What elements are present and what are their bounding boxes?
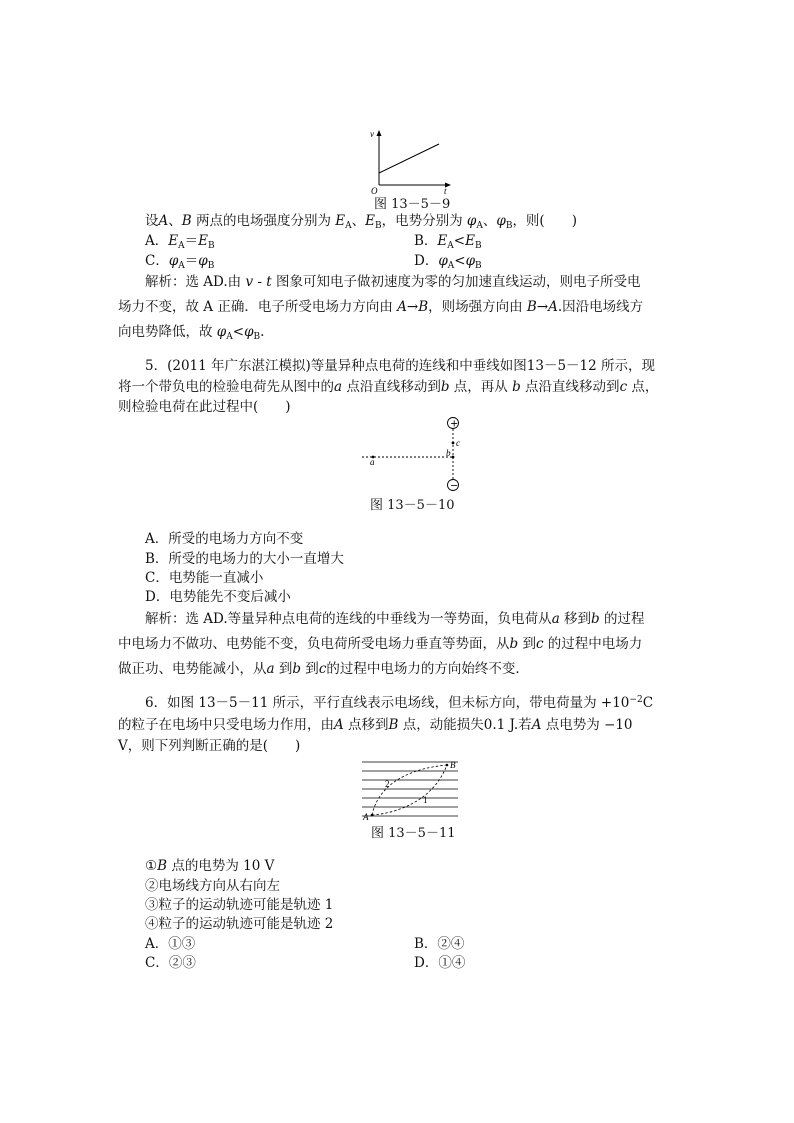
- point-b-label: B: [450, 760, 456, 770]
- q4-analysis-line2: 场力不变，故 A 正确．电子所受电场力方向由 A→B，则场强方向由 B→A.因沿电场线方: [118, 299, 644, 315]
- point-c-label: c: [456, 438, 460, 448]
- q5-analysis-line1: 解析：选 AD.等量异种点电荷的连线的中垂线为一等势面，负电荷从a 移到b 的过程: [145, 611, 645, 627]
- q6-stem-line1: 6．如图 13－5－11 所示，平行直线表示电场线，但未标方向，带电荷量为 $+10^{-2}C$: [145, 695, 654, 711]
- q5-option-a: A．所受的电场力方向不变: [145, 531, 304, 547]
- q6-option-c: C．②③: [145, 955, 196, 971]
- q5-stem-line2: 将一个带负电的检验电荷先从图中的a 点沿直线移动到b 点，再从 b 点沿直线移动到c 点，: [118, 379, 659, 395]
- q6-statement-4: ④粒子的运动轨迹可能是轨迹 2: [145, 916, 334, 932]
- q5-option-c: C．电势能一直减小: [145, 570, 264, 586]
- q5-option-b: B．所受的电场力的大小一直增大: [145, 551, 344, 567]
- figure-caption: 图 13－5－9: [374, 197, 451, 212]
- q6-option-b: B．②④: [414, 936, 465, 952]
- q5-option-d: D．电势能先不变后减小: [145, 589, 291, 605]
- q4-analysis-line3: 向电势降低，故 $\varphi_A<\varphi_B$.: [118, 324, 265, 342]
- q6-statement-3: ③粒子的运动轨迹可能是轨迹 1: [145, 897, 334, 913]
- figure-13-5-10: [360, 413, 470, 495]
- q6-stem-line2: 的粒子在电场中只受电场力作用，由A 点移到B 点，动能损失0.1 J.若A 点电势为 −10: [118, 717, 633, 733]
- q6-option-a: A．①③: [145, 936, 196, 952]
- q5-stem-line1: 5．(2011 年广东湛江模拟)等量异种点电荷的连线和中垂线如图13－5－12 所示，现: [145, 358, 656, 374]
- q4-option-b: B．$E_A<E_B$: [414, 233, 482, 251]
- point-a-label: a: [370, 457, 375, 467]
- q6-statement-2: ②电场线方向从右向左: [145, 878, 280, 894]
- origin-label: O: [371, 186, 378, 194]
- q5-analysis-line3: 做正功、电势能减小，从a 到b 到c的过程中电场力的方向始终不变．: [118, 661, 529, 677]
- positive-charge-symbol: +: [450, 418, 459, 430]
- q5-stem-line3: 则检验电荷在此过程中( ): [118, 399, 291, 415]
- q4-stem: 设A、B 两点的电场强度分别为 $E_A$、$E_B$，电势分别为 $\varphi_A$、$\varphi_B$，则( ): [145, 213, 577, 231]
- t-axis-label: t: [444, 186, 447, 194]
- point-a-label: A: [363, 812, 369, 821]
- figure-13-5-11: [362, 759, 458, 821]
- point-b-label: b: [446, 448, 451, 458]
- path-2-label: 2: [385, 779, 390, 789]
- q6-statement-1: ①B 点的电势为 10 V: [145, 858, 275, 874]
- figure-13-5-9: [365, 128, 455, 194]
- q4-option-a: A．$E_A=E_B$: [145, 233, 215, 251]
- q4-option-c: C．$\varphi_A=\varphi_B$: [145, 253, 215, 271]
- v-axis-label: v: [370, 129, 374, 139]
- q6-stem-line3: V，则下列判断正确的是( ): [118, 738, 301, 754]
- figure-caption: 图 13－5－10: [370, 498, 455, 513]
- negative-charge-symbol: −: [450, 480, 459, 492]
- q4-analysis-line1: 解析：选 AD.由 v - t 图象可知电子做初速度为零的匀加速直线运动，则电子所受电: [145, 274, 641, 290]
- q5-analysis-line2: 中电场力不做功、电势能不变，负电荷所受电场力垂直等势面，从b 到c 的过程中电场力: [118, 636, 643, 652]
- q6-option-d: D．①④: [414, 955, 466, 971]
- path-1-label: 1: [423, 795, 428, 805]
- q4-option-d: D．$\varphi_A<\varphi_B$: [414, 253, 482, 271]
- figure-caption: 图 13－5－11: [371, 826, 456, 841]
